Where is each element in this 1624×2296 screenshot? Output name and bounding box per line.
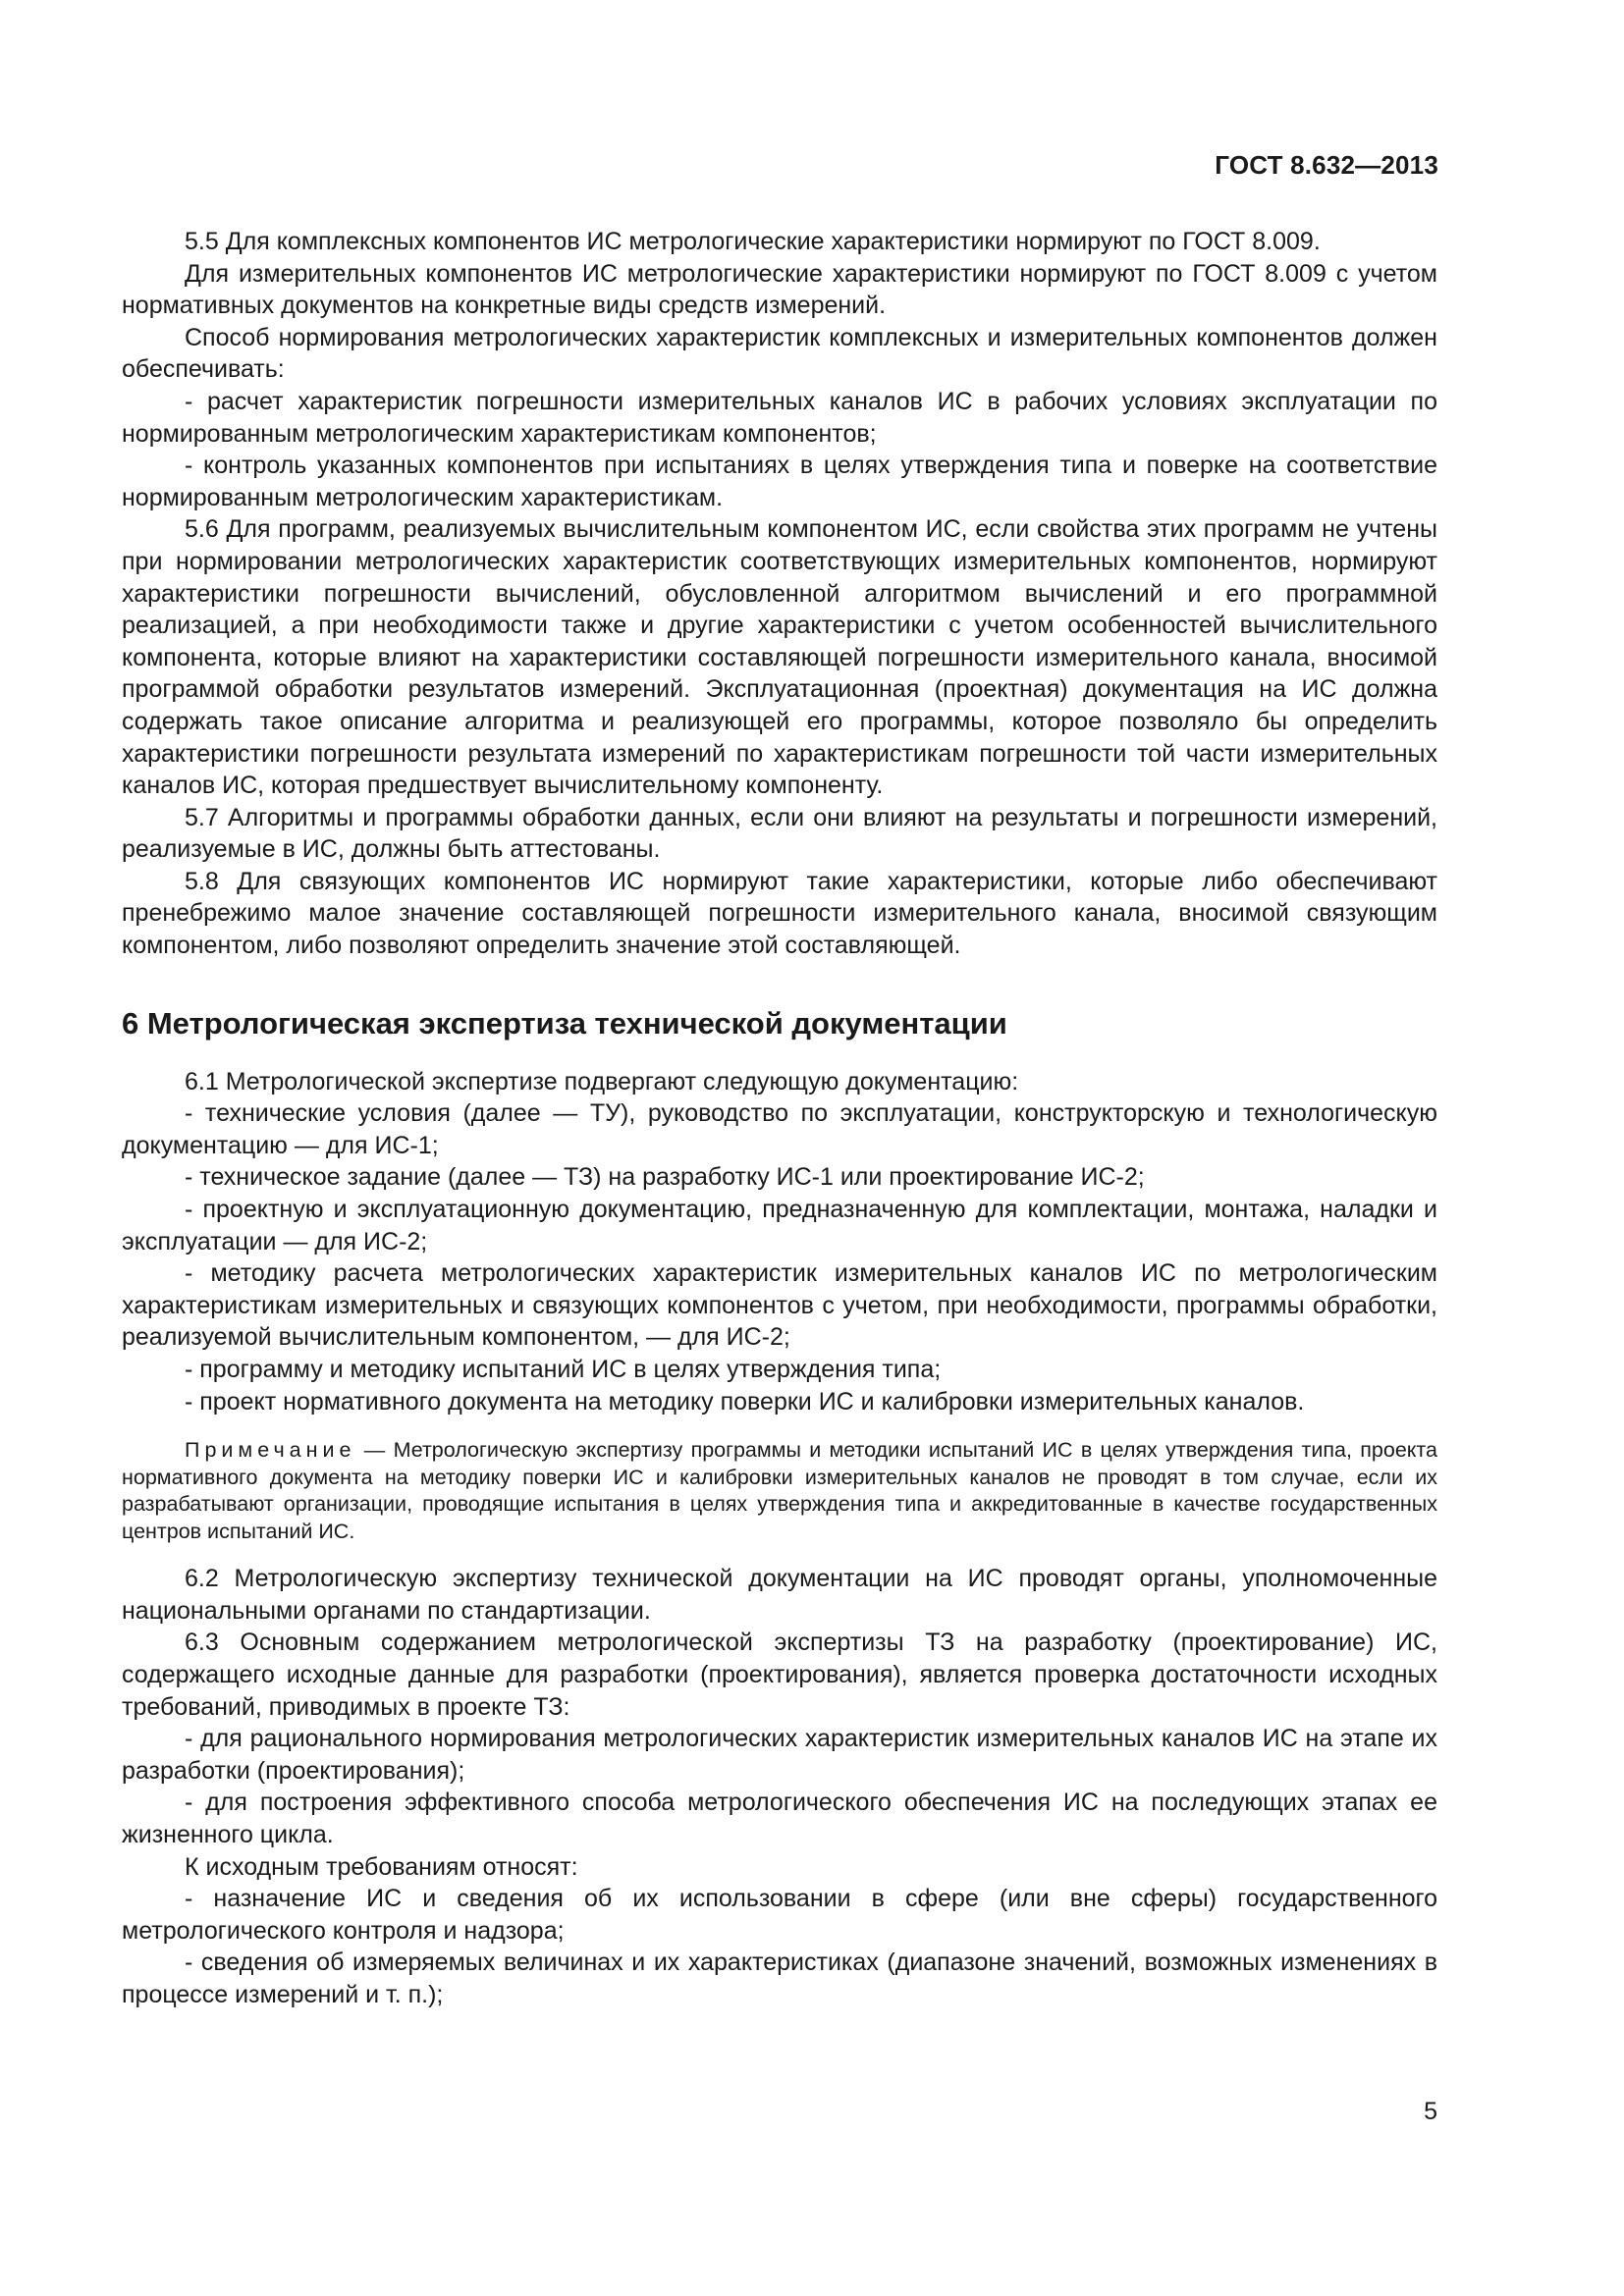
paragraph: К исходным требованиям относят: (185, 1852, 578, 1881)
note (122, 1437, 1437, 1545)
list-item: - методику расчета метрологических характеристик измерительных каналов ИС по метрологическим характеристикам измерительных и связующих компонентов с учетом, при необходимости, программы обработки, реализуемой вычислительным компонентом, — для ИС-2; (122, 1259, 1437, 1352)
list-item: - контроль указанных компонентов при испытаниях в целях утверждения типа и поверке на соответствие нормированным метрологическим характеристикам. (122, 452, 1437, 511)
list-item: - назначение ИС и сведения об их использовании в сфере (или вне сферы) государственного метрологического контроля и надзора; (122, 1885, 1437, 1945)
document-id-header: ГОСТ 8.632—2013 (1215, 150, 1438, 180)
paragraph: Для измерительных компонентов ИС метрологические характеристики нормируют по ГОСТ 8.009 с учетом нормативных документов на конкретные виды средств измерений. (122, 259, 1437, 320)
list-item: - технические условия (далее — ТУ), руководство по эксплуатации, конструкторскую и технологическую документацию — для ИС-1; (122, 1099, 1437, 1159)
list-item: - проектную и эксплуатационную документацию, предназначенную для комплектации, монтажа, наладки и эксплуатации — для ИС-2; (122, 1196, 1437, 1255)
list-item: - для рационального нормирования метрологических характеристик измерительных каналов ИС на этапе их разработки (проектирования); (122, 1725, 1437, 1785)
note-label: Примечание (185, 1438, 356, 1463)
list-item: - сведения об измеряемых величинах и их характеристиках (диапазоне значений, возможных изменениях в процессе измерений и т. п.); (122, 1949, 1437, 2008)
paragraph-6-2: 6.2 Метрологическую экспертизу технической документации на ИС проводят органы, уполномоченные национальными органами по стандартизации. (122, 1565, 1437, 1625)
list-item: - проект нормативного документа на методику поверки ИС и калибровки измерительных каналов. (185, 1387, 1305, 1415)
section-6-heading: 6 Метрологическая экспертиза технической документации (122, 1005, 1007, 1041)
list-item: - для построения эффективного способа метрологического обеспечения ИС на последующих этапах ее жизненного цикла. (122, 1789, 1437, 1848)
paragraph-5-8: 5.8 Для связующих компонентов ИС нормируют такие характеристики, которые либо обеспечивают пренебрежимо малое значение составляющей погрешности измерительного канала, вносимой связующим компонентом, либо позволяют определить значение этой составляющей. (122, 867, 1437, 960)
paragraph: Способ нормирования метрологических характеристик комплексных и измерительных компонентов должен обеспечивать: (122, 323, 1437, 384)
list-item: - расчет характеристик погрешности измерительных каналов ИС в рабочих условиях эксплуатации по нормированным метрологическим характеристикам компонентов; (122, 387, 1437, 448)
paragraph-5-5: 5.5 Для комплексных компонентов ИС метрологические характеристики нормируют по ГОСТ 8.009. (185, 228, 1321, 255)
paragraph-5-6: 5.6 Для программ, реализуемых вычислительным компонентом ИС, если свойства этих программ не учтены при нормировании метрологических характеристик соответствующих измерительных компонентов, нормируют характеристики погрешности вычислений, обусловленной алгоритмом вычислений и его программной реализацией, а при необходимости также и другие характеристики с учетом особенностей вычислительного компонента, которые влияют на характеристики составляющей погрешности измерительного канала, вносимой программой обработки результатов измерений. Эксплуатационная (проектная) документация на ИС должна содержать такое описание алгоритма и реализующей его программы, которое позволяло бы определить характеристики погрешности результата измерений по характеристикам погрешности той части измерительных каналов ИС, которая предшествует вычислительному компоненту. (122, 515, 1437, 800)
paragraph-6-3: 6.3 Основным содержанием метрологической экспертизы ТЗ на разработку (проектирование) ИС, содержащего исходные данные для разработки (проектирования), является проверка достаточности исходных требований, приводимых в проекте ТЗ: (122, 1629, 1437, 1721)
page-number: 5 (1424, 2098, 1437, 2125)
note-text: — Метрологическую экспертизу программы и методики испытаний ИС в целях утверждения типа, проекта нормативного документа на методику поверки ИС и калибровки измерительных каналов не проводят в том случае, если их разрабатывают организации, проводящие испытания в целях утверждения типа и аккредитованные в качестве государственных центров испытаний ИС. (122, 1438, 1437, 1543)
paragraph-5-7: 5.7 Алгоритмы и программы обработки данных, если они влияют на результаты и погрешности измерений, реализуемые в ИС, должны быть аттестованы. (122, 803, 1437, 864)
document-body (122, 226, 1437, 2011)
paragraph-6-1: 6.1 Метрологической экспертизе подвергают следующую документацию: (185, 1067, 1019, 1095)
list-item: - программу и методику испытаний ИС в целях утверждения типа; (185, 1356, 942, 1383)
list-item: - техническое задание (далее — ТЗ) на разработку ИС-1 или проектирование ИС-2; (185, 1163, 1145, 1192)
